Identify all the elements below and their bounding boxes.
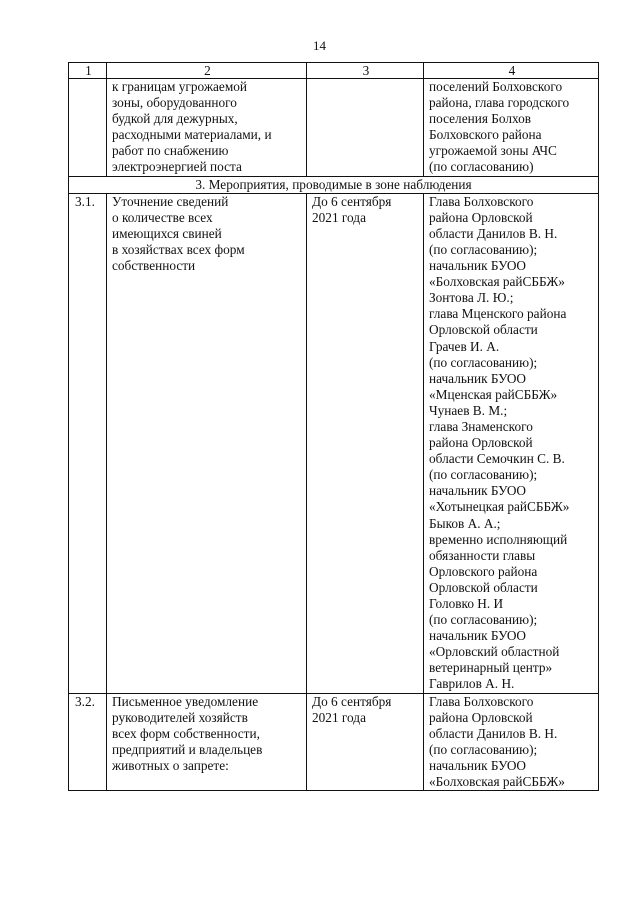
responsible-line: ветеринарный центр» (429, 660, 553, 676)
measures-table (68, 62, 599, 791)
responsible-line: начальник БУОО (429, 757, 527, 773)
responsible-line: области Семочкин С. В. (429, 451, 565, 467)
responsible-line: Глава Болховского (429, 193, 534, 209)
section-title-row (69, 176, 599, 193)
table-row (69, 193, 599, 693)
responsible-line: Глава Болховского (429, 693, 534, 709)
deadline-cell (307, 193, 424, 693)
deadline-cell (307, 79, 424, 177)
deadline-cell (307, 693, 424, 791)
responsible-line: Орловской области (429, 579, 538, 595)
action-line: предприятий и владельцев (112, 741, 263, 757)
column-header: 4 (424, 63, 599, 79)
responsible-line: Головко Н. И (429, 596, 504, 611)
responsible-cell (424, 79, 599, 177)
page-number: 14 (313, 38, 326, 53)
responsible-line: Быков А. А.; (429, 515, 501, 531)
responsible-line: (по согласованию); (429, 741, 538, 757)
responsible-line: поселения Болхов (429, 111, 532, 127)
responsible-line: «Болховская райСББЖ» (429, 274, 565, 290)
action-cell (107, 693, 307, 791)
column-header: 3 (307, 63, 424, 79)
deadline-line: 2021 года (312, 209, 366, 225)
responsible-line: Грачев И. А. (429, 338, 500, 354)
responsible-line: района, глава городского (429, 95, 570, 111)
responsible-line: начальник БУОО (429, 370, 527, 386)
responsible-line: Орловской области (429, 322, 538, 338)
action-line: зоны, оборудованного (112, 95, 237, 111)
responsible-line: Болховского района (429, 127, 542, 143)
responsible-line: начальник БУОО (429, 628, 527, 644)
column-header: 2 (107, 63, 307, 79)
table-row (69, 79, 599, 177)
responsible-line: «Орловский областной (429, 644, 560, 660)
action-line: работ по снабжению (112, 143, 229, 159)
action-line: к границам угрожаемой (112, 79, 248, 94)
responsible-line: временно исполняющий (429, 531, 568, 547)
action-cell (107, 79, 307, 177)
responsible-line: Орловского района (429, 563, 538, 579)
table-header-row (69, 63, 599, 79)
responsible-line: начальник БУОО (429, 258, 527, 274)
action-line: собственности (112, 258, 196, 274)
action-line: всех форм собственности, (112, 725, 260, 741)
action-line: расходными материалами, и (112, 127, 272, 143)
responsible-line: области Данилов В. Н. (429, 725, 558, 741)
action-cell (107, 193, 307, 693)
action-line: будкой для дежурных, (112, 111, 238, 127)
action-line: Уточнение сведений (112, 193, 229, 209)
deadline-line: 2021 года (312, 709, 366, 725)
responsible-line: «Мценская райСББЖ» (429, 386, 558, 402)
action-line: животных о запрете: (112, 757, 229, 773)
responsible-line: района Орловской (429, 435, 533, 451)
responsible-line: глава Мценского района (429, 306, 567, 322)
responsible-line: Чунаев В. М.; (429, 402, 508, 418)
deadline-line: До 6 сентября (312, 193, 392, 209)
row-number-cell: 3.2. (69, 693, 107, 791)
responsible-line: области Данилов В. Н. (429, 225, 558, 241)
action-line: о количестве всех (112, 209, 213, 225)
section-title: 3. Мероприятия, проводимые в зоне наблюдения (69, 176, 599, 193)
responsible-line: (по согласованию); (429, 354, 538, 370)
action-line: Письменное уведомление (112, 693, 259, 709)
responsible-cell (424, 193, 599, 693)
deadline-line: До 6 сентября (312, 693, 392, 709)
responsible-line: обязанности главы (429, 547, 536, 563)
responsible-line: района Орловской (429, 209, 533, 225)
responsible-line: «Болховская райСББЖ» (429, 774, 565, 790)
responsible-line: поселений Болховского (429, 79, 563, 94)
action-line: в хозяйствах всех форм (112, 241, 245, 257)
responsible-line: начальник БУОО (429, 483, 527, 499)
responsible-cell (424, 693, 599, 791)
column-header: 1 (69, 63, 107, 79)
row-number-cell (69, 79, 107, 177)
responsible-line: глава Знаменского (429, 418, 533, 434)
responsible-line: района Орловской (429, 709, 533, 725)
action-line: электроэнергией поста (112, 159, 242, 175)
action-line: руководителей хозяйств (112, 709, 248, 725)
responsible-line: (по согласованию); (429, 241, 538, 257)
responsible-line: (по согласованию); (429, 467, 538, 483)
responsible-line: «Хотынецкая райСББЖ» (429, 499, 570, 515)
responsible-line: (по согласованию) (429, 159, 534, 175)
action-line: имеющихся свиней (112, 225, 222, 241)
responsible-line: угрожаемой зоны АЧС (429, 143, 557, 159)
responsible-line: Зонтова Л. Ю.; (429, 290, 514, 306)
table-row (69, 693, 599, 791)
responsible-line: (по согласованию); (429, 612, 538, 628)
row-number-cell: 3.1. (69, 193, 107, 693)
responsible-line: Гаврилов А. Н. (429, 676, 515, 692)
